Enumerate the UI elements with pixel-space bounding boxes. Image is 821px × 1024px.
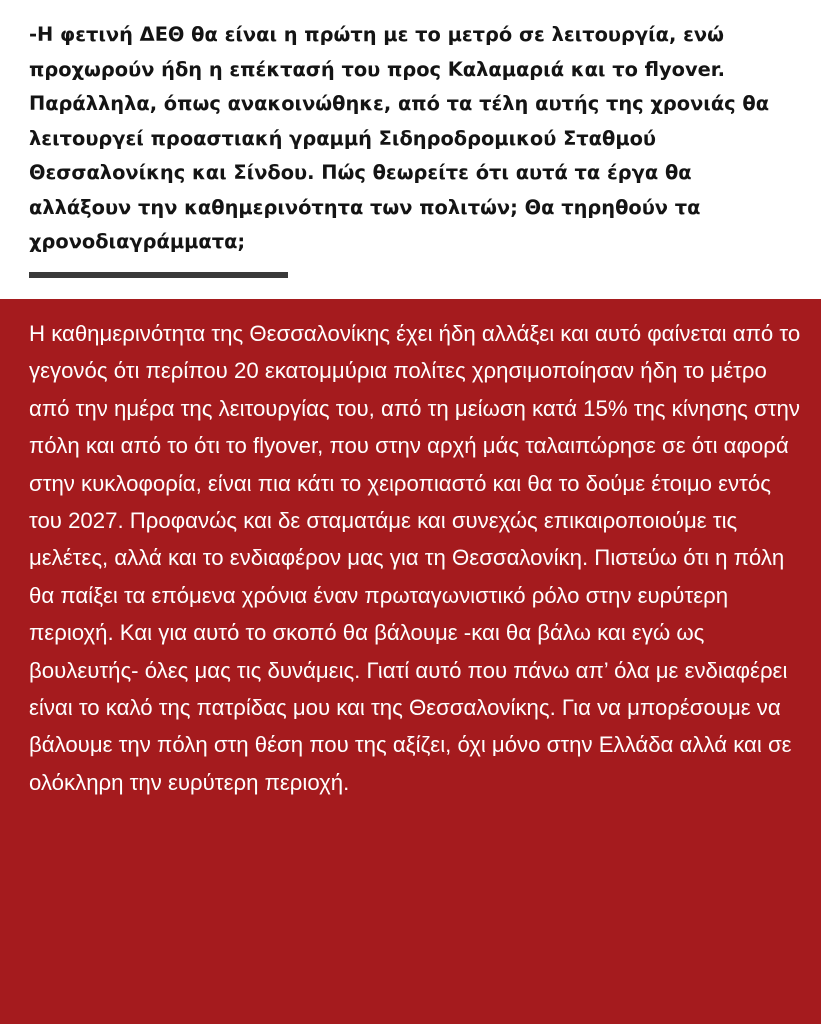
interview-answer: Η καθημερινότητα της Θεσσαλονίκης έχει ήδη αλλάξει και αυτό φαίνεται από το γεγονός ότι περίπου 20 εκατομμύρια πολίτες χρησιμοποίησαν ήδη το μέτρο από την ημέρα της λειτουργίας του, από τη μείωση κατά 15% της κίνησης στην πόλη και από το ότι το flyover, που στην αρχή μάς ταλαιπώρησε σε ότι αφορά στην κυκλοφορία, είναι πια κάτι το χειροπιαστό και θα το δούμε έτοιμο εντός του 2027. Προφανώς και δε σταματάμε και συνεχώς επικαιροποιούμε τις μελέτες, αλλά και το ενδιαφέρον μας για τη Θεσσαλονίκη. Πιστεύω ότι η πόλη θα παίξει τα επόμενα χρόνια έναν πρωταγωνιστικό ρόλο στην ευρύτερη περιοχή. Και για αυτό το σκοπό θα βάλουμε -και θα βάλω και εγώ ως βουλευτής- όλες μας τις δυνάμεις. Γιατί αυτό που πάνω απ’ όλα με ενδιαφέρει είναι το καλό της πατρίδας μου και της Θεσσαλονίκης. Για να μπορέσουμε να βάλουμε την πόλη στη θέση που της αξίζει, όχι μόνο στην Ελλάδα αλλά και σε ολόκληρη την ευρύτερη περιοχή. <box>29 321 801 795</box>
answer-section <box>0 299 821 1024</box>
interview-question: -Η φετινή ΔΕΘ θα είναι η πρώτη με το μετρό σε λειτουργία, ενώ προχωρούν ήδη η επέκτασή του προς Καλαμαριά και το flyover. Παράλληλα, όπως ανακοινώθηκε, από τα τέλη αυτής της χρονιάς θα λειτουργεί προαστιακή γραμμή Σιδηροδρομικού Σταθμού Θεσσαλονίκης και Σίνδου. Πώς θεωρείτε ότι αυτά τα έργα θα αλλάξουν την καθημερινότητα των πολιτών; Θα τηρηθούν τα χρονοδιαγράμματα; <box>29 23 770 253</box>
section-divider <box>29 272 288 278</box>
question-section <box>0 0 821 299</box>
